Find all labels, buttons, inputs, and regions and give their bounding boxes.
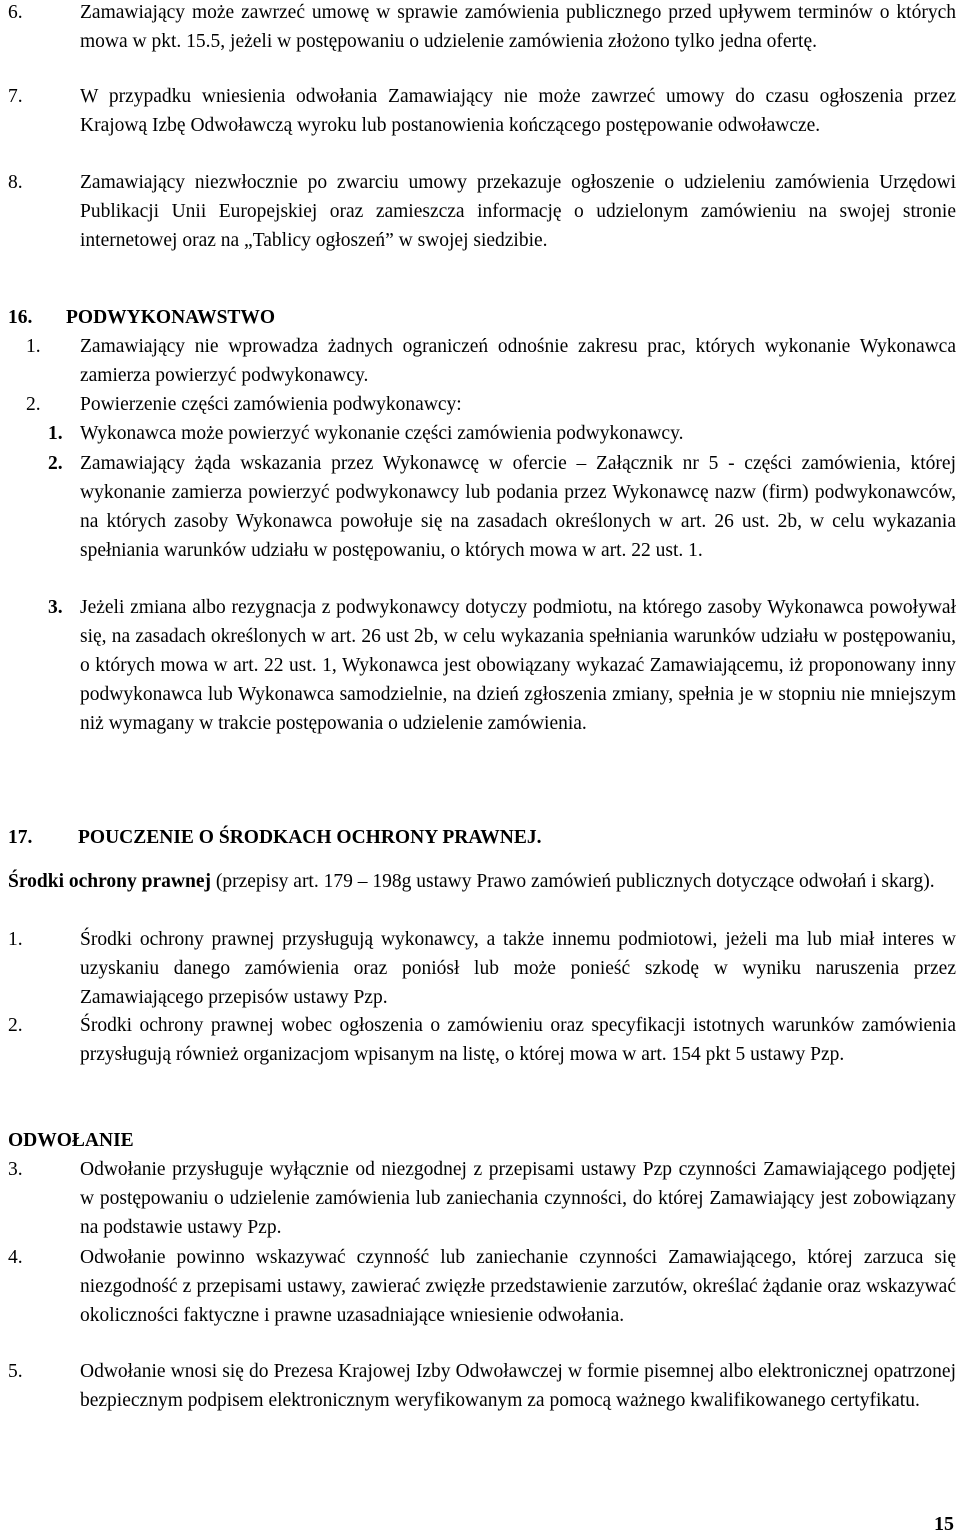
subitem-number: 1. [48,423,63,444]
item-number: 3. [8,1159,23,1180]
item-number: 1. [8,929,23,950]
list-item [8,0,956,56]
intro-rest: (przepisy art. 179 – 198g ustawy Prawo zamówień publicznych dotyczące odwołań i skarg). [210,871,935,892]
item-text: Środki ochrony prawnej wobec ogłoszenia o zamówieniu oraz specyfikacji istotnych warunków zamówienia przysługują również organizacjom wpisanym na listę, o której mowa w art. 154 pkt 5 ustawy Pzp. [80,1015,956,1065]
page-number: 15 [934,1513,954,1535]
intro-bold: Środki ochrony prawnej [8,871,211,892]
section-number: 17. [8,827,33,848]
list-item [8,1155,956,1242]
sub-list-item [8,593,956,738]
item-text: Odwołanie powinno wskazywać czynność lub zaniechanie czynności Zamawiającego, której zarzuca się niezgodność z przepisami ustawy, zawierać zwięzłe przedstawienie zarzutów, określać żądanie oraz wskazywać okoliczności faktyczne i prawne uzasadniające wniesienie odwołania. [80,1247,956,1326]
list-item [8,332,956,390]
subitem-number: 2. [48,453,63,474]
item-text: W przypadku wniesienia odwołania Zamawiający nie może zawrzeć umowy do czasu ogłoszenia przez Krajową Izbę Odwoławczą wyroku lub postanowienia kończącego postępowanie odwoławcze. [80,86,956,136]
section-number: 16. [8,307,33,328]
section-title: PODWYKONAWSTWO [66,307,276,328]
list-item [8,168,956,255]
list-item [8,1011,956,1069]
item-text: Zamawiający może zawrzeć umowę w sprawie zamówienia publicznego przed upływem terminów o których mowa w pkt. 15.5, jeżeli w postępowaniu o udzielenie zamówienia złożono tylko jedna ofertę. [80,2,956,52]
section-heading [8,303,275,332]
item-number: 7. [8,86,23,107]
item-text: Środki ochrony prawnej przysługują wykonawcy, a także innemu podmiotowi, jeżeli ma lub miał interes w uzyskaniu danego zamówienia oraz poniósł lub może ponieść szkodę w wyniku naruszenia przez Zamawiającego przepisów ustawy Pzp. [80,929,956,1008]
section-heading [8,823,542,852]
subitem-text: Jeżeli zmiana albo rezygnacja z podwykonawcy dotyczy podmiotu, na którego zasoby Wykonawca powoływał się, na zasadach określonych w art. 26 ust 2b, w celu wykazania spełniania warunków udziału w postępowaniu, o których mowa w art. 22 ust. 1, Wykonawca jest obowiązany wykazać Zamawiającemu, iż proponowany inny podwykonawca lub Wykonawca samodzielnie, na dzień zgłoszenia zmiany, spełnia je w stopniu nie mniejszym niż wymagany w trakcie postępowania o udzielenie zamówienia. [80,597,956,734]
list-item [8,1357,956,1415]
item-number: 5. [8,1361,23,1382]
intro-paragraph [8,867,956,896]
item-text: Powierzenie części zamówienia podwykonawcy: [80,394,462,415]
item-number: 8. [8,172,23,193]
item-number: 6. [8,2,23,23]
item-number: 2. [26,394,41,415]
subitem-text: Wykonawca może powierzyć wykonanie części zamówienia podwykonawcy. [80,423,684,444]
list-item [8,390,956,419]
list-item [8,925,956,1012]
subitem-text: Zamawiający żąda wskazania przez Wykonawcę w ofercie – Załącznik nr 5 - części zamówienia, której wykonanie zamierza powierzyć podwykonawcy lub podania przez Wykonawcę nazw (firm) podwykonawców, na których zasoby Wykonawca powołuje się na zasadach określonych w art. 26 ust. 2b, w celu wykazania spełniania warunków udziału w postępowaniu, o których mowa w art. 22 ust. 1. [80,453,956,561]
list-item [8,1243,956,1330]
item-number: 2. [8,1015,23,1036]
item-text: Zamawiający niezwłocznie po zwarciu umowy przekazuje ogłoszenie o udzieleniu zamówienia Urzędowi Publikacji Unii Europejskiej oraz zamieszcza informację o udzielonym zamówieniu na swojej stronie internetowej oraz na „Tablicy ogłoszeń” w swojej siedzibie. [80,172,956,251]
item-text: Zamawiający nie wprowadza żadnych ograniczeń odnośnie zakresu prac, których wykonanie Wykonawca zamierza powierzyć podwykonawcy. [80,336,956,386]
subitem-number: 3. [48,597,63,618]
sub-list-item [8,449,956,565]
list-item [8,82,956,140]
sub-list-item [8,419,956,448]
subsection-heading: ODWOŁANIE [8,1130,134,1151]
item-text: Odwołanie przysługuje wyłącznie od niezgodnej z przepisami ustawy Pzp czynności Zamawiającego podjętej w postępowaniu o udzielenie zamówienia lub zaniechania czynności, do której Zamawiający jest zobowiązany na podstawie ustawy Pzp. [80,1159,956,1238]
item-number: 1. [26,336,41,357]
item-number: 4. [8,1247,23,1268]
section-title: POUCZENIE O ŚRODKACH OCHRONY PRAWNEJ. [78,827,542,848]
item-text: Odwołanie wnosi się do Prezesa Krajowej Izby Odwoławczej w formie pisemnej albo elektronicznej opatrzonej bezpiecznym podpisem elektronicznym weryfikowanym za pomocą ważnego kwalifikowanego certyfikatu. [80,1361,956,1411]
